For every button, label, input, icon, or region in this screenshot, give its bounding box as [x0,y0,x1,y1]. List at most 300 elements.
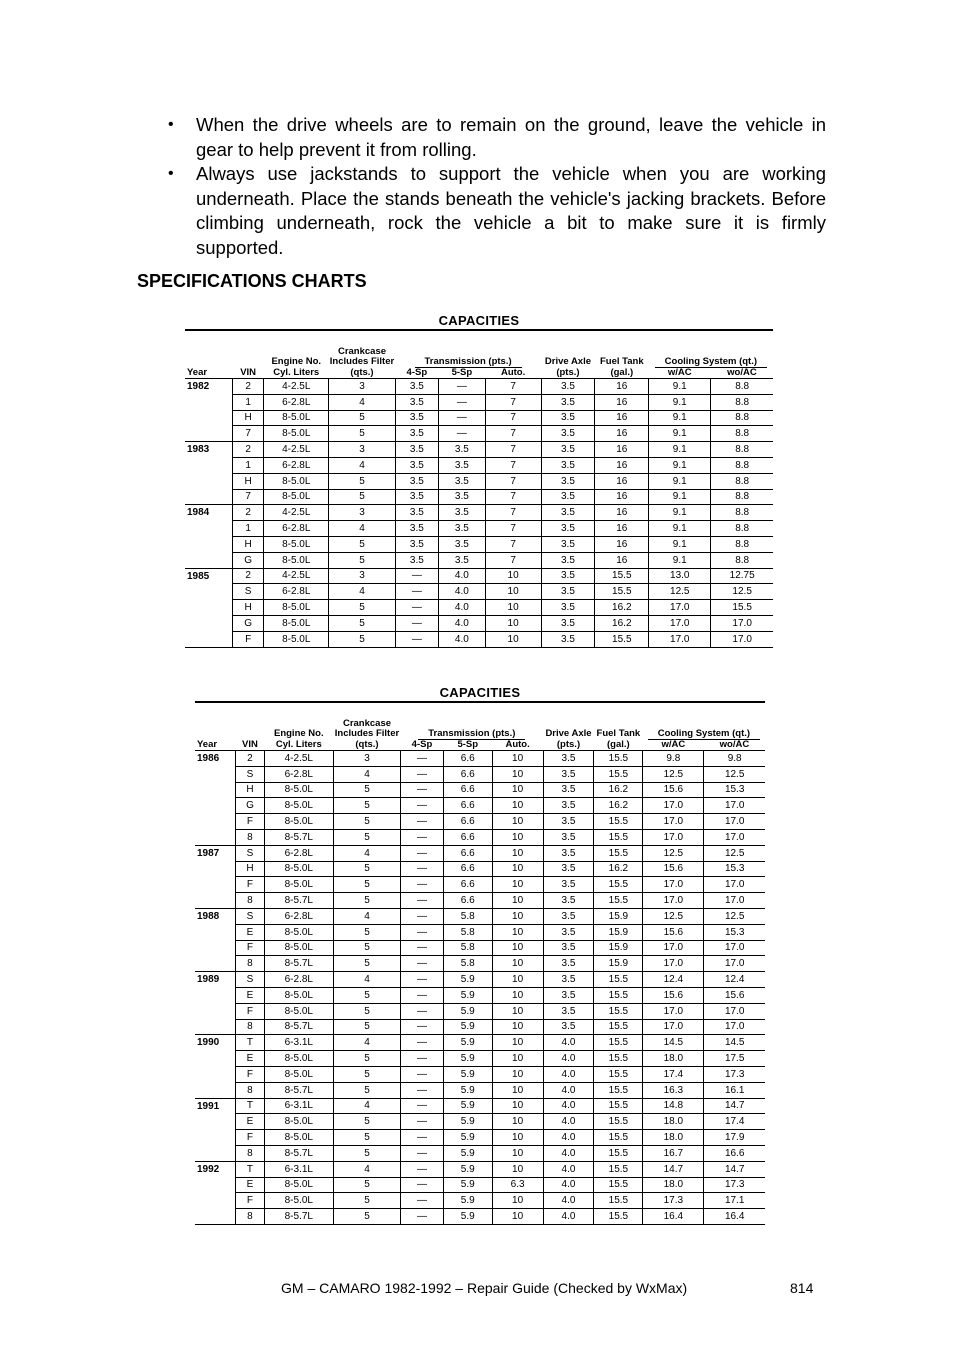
table-cell: 5.9 [443,1035,492,1051]
table-row [195,956,765,972]
table-cell: 9.8 [704,751,765,767]
table-cell: 17.4 [643,1066,704,1082]
table-cell: 15.9 [594,956,643,972]
table-cell: 15.5 [711,600,773,616]
table-cell: 5 [329,426,395,442]
table-cell: 5 [333,814,400,830]
table-cell: 5 [333,940,400,956]
table-cell: 3.5 [395,394,438,410]
header-w-ac: w/AC [649,367,711,379]
header-transmission-text: Transmission (pts.) [418,728,525,740]
table-row [195,1193,765,1209]
table-cell: 4 [333,845,400,861]
table-cell: 3.5 [543,751,594,767]
table-cell: — [401,1114,444,1130]
table-cell: 5 [329,410,395,426]
table-cell: 8 [236,1145,265,1161]
table-cell: 8-5.0L [264,552,329,568]
table-cell: 5 [333,1130,400,1146]
table-cell: 10 [492,1082,543,1098]
table-cell: 5 [329,631,395,647]
table-cell: 9.1 [649,489,711,505]
table-cell: 17.0 [643,798,704,814]
table-cell: 16 [595,552,649,568]
table-cell: — [401,956,444,972]
table-row [185,442,773,458]
table-cell: 5 [333,1051,400,1067]
table-cell: 14.5 [643,1035,704,1051]
header-4sp: 4-Sp [395,367,438,379]
table-cell: 5 [333,1003,400,1019]
table-cell: 7 [485,521,541,537]
table-cell: 6-2.8L [264,457,329,473]
table-cell: 7 [485,552,541,568]
table-cell: 7 [485,473,541,489]
table-cell: 10 [492,861,543,877]
table-cell: 16 [595,489,649,505]
table-row [195,1098,765,1114]
table-cell: — [401,987,444,1003]
table-cell: 4-2.5L [264,568,329,584]
table-cell: 10 [492,1051,543,1067]
table-cell: 5 [329,600,395,616]
table-cell: — [401,766,444,782]
table-cell: 10 [492,751,543,767]
capacities-table-2 [195,685,765,1225]
table-cell: 17.0 [704,814,765,830]
table-row [195,766,765,782]
table-cell: 15.5 [595,584,649,600]
table-cell: 9.1 [649,521,711,537]
table-cell: 8-5.0L [264,426,329,442]
table-cell: 3.5 [541,631,595,647]
table-cell: — [401,1193,444,1209]
table-cell: 2 [233,442,264,458]
table-cell: — [401,798,444,814]
table-cell: 16.7 [643,1145,704,1161]
header-engine-text: Engine No. Cyl. Liters [273,728,324,750]
table-cell: 6-2.8L [264,972,333,988]
header-drive-axle-text: Drive Axle (pts.) [544,356,592,378]
table-cell: 5.9 [443,1098,492,1114]
table-row [195,782,765,798]
table-cell: 8-5.0L [264,536,329,552]
table-cell: 18.0 [643,1051,704,1067]
table-cell: H [233,473,264,489]
table-cell: 6-2.8L [264,908,333,924]
table-cell: 15.5 [594,1035,643,1051]
table-cell: 5 [333,877,400,893]
table-cell: H [233,600,264,616]
table-cell: 8.8 [711,442,773,458]
table-cell: 6.6 [443,798,492,814]
table-cell: 7 [233,489,264,505]
table-cell: 7 [233,426,264,442]
table-cell: 4 [333,908,400,924]
table-cell: 6-2.8L [264,766,333,782]
table-row [185,394,773,410]
table-cell: 4.0 [439,600,486,616]
table-cell: 17.0 [704,1019,765,1035]
table-cell: 3.5 [395,473,438,489]
table-cell: 5.9 [443,1209,492,1225]
table-cell: 3.5 [541,394,595,410]
table-cell: 8.8 [711,536,773,552]
table-cell: 5.9 [443,1161,492,1177]
header-year [185,331,233,379]
table-cell: 3.5 [541,379,595,395]
table-cell: 9.1 [649,457,711,473]
table-cell: — [401,972,444,988]
header-fuel-tank-text: Fuel Tank (gal.) [596,728,641,750]
table-cell: 8-5.7L [264,1145,333,1161]
table-row [195,845,765,861]
year-cell: 1992 [195,1161,236,1224]
table-cell: 8-5.0L [264,489,329,505]
table-cell: 3.5 [541,457,595,473]
table-cell: — [401,1003,444,1019]
table-cell: 15.6 [704,987,765,1003]
table-cell: 6.6 [443,782,492,798]
table-cell: 17.0 [704,956,765,972]
table-row [195,1035,765,1051]
table-cell: 10 [492,1193,543,1209]
table-cell: 5 [333,893,400,909]
header-drive-axle-text: Drive Axle (pts.) [545,728,592,750]
table-cell: 10 [492,845,543,861]
table-cell: 3.5 [439,442,486,458]
table-cell: 4.0 [543,1051,594,1067]
table-cell: 17.0 [643,877,704,893]
table-cell: 1 [233,521,264,537]
table-row [195,814,765,830]
table-cell: 3.5 [439,505,486,521]
year-cell: 1988 [195,908,236,971]
table-cell: — [401,814,444,830]
table-row [195,861,765,877]
header-cooling [643,703,765,739]
table-cell: 18.0 [643,1114,704,1130]
table-cell: S [236,766,265,782]
table-cell: 10 [485,615,541,631]
table-cell: 5 [333,861,400,877]
table-cell: 5 [333,1193,400,1209]
table-cell: 6.6 [443,766,492,782]
table-cell: 16.2 [595,600,649,616]
header-wo-ac: wo/AC [711,367,773,379]
table-cell: 5.9 [443,1145,492,1161]
table-cell: 10 [485,568,541,584]
table-cell: 4 [329,457,395,473]
table-cell: 3.5 [543,893,594,909]
header-transmission-text: Transmission (pts.) [415,356,522,368]
table-cell: 4.0 [543,1209,594,1225]
table-cell: — [401,1145,444,1161]
table-row [185,505,773,521]
table-cell: 8-5.0L [264,473,329,489]
table-cell: 8.8 [711,379,773,395]
table-cell: 16 [595,394,649,410]
table-cell: 8-5.7L [264,956,333,972]
table-row [195,972,765,988]
table-cell: 9.1 [649,379,711,395]
table-cell: 15.5 [594,814,643,830]
table-cell: G [233,552,264,568]
table-cell: 5 [333,782,400,798]
table-cell: 12.5 [649,584,711,600]
table-cell: 17.0 [711,631,773,647]
table-cell: 14.5 [704,1035,765,1051]
table-cell: 5.9 [443,972,492,988]
table-cell: 9.8 [643,751,704,767]
table-cell: 4 [329,584,395,600]
table-cell: 5 [333,829,400,845]
header-auto: Auto. [485,367,541,379]
table-cell: 8-5.0L [264,861,333,877]
table-cell: 8 [236,1082,265,1098]
table-cell: 12.5 [704,766,765,782]
table-cell: S [233,584,264,600]
table-cell: 15.6 [643,987,704,1003]
footer-text: GM – CAMARO 1982-1992 – Repair Guide (Checked by WxMax) [281,1280,688,1296]
table-cell: 16.2 [594,798,643,814]
table-cell: 15.5 [595,568,649,584]
table-cell: 10 [492,1003,543,1019]
table-cell: 15.5 [594,829,643,845]
table-cell: 16 [595,379,649,395]
table-cell: 8.8 [711,521,773,537]
table-cell: 6.6 [443,751,492,767]
table-row [185,457,773,473]
table-cell: 17.0 [704,877,765,893]
table-cell: 17.3 [704,1177,765,1193]
table-cell: 10 [492,987,543,1003]
table-cell: 3 [329,568,395,584]
table-cell: 8-5.0L [264,940,333,956]
table-cell: 3.5 [543,814,594,830]
table-row [195,751,765,767]
table-cell: 10 [485,600,541,616]
table-cell: E [236,987,265,1003]
page-number: 814 [790,1280,814,1296]
table-cell: 15.5 [594,1066,643,1082]
table-cell: 3.5 [395,521,438,537]
header-crankcase [329,331,395,379]
table-cell: — [439,410,486,426]
table-cell: 5.8 [443,940,492,956]
header-fuel-tank [594,703,643,751]
header-year [195,703,236,751]
table-cell: 3 [329,379,395,395]
table-cell: 14.7 [643,1161,704,1177]
table-cell: 3.5 [543,972,594,988]
table-cell: 10 [492,940,543,956]
capacities-table-1 [185,313,773,648]
header-5sp: 5-Sp [443,739,492,751]
table-cell: 3.5 [543,1003,594,1019]
table-cell: 12.4 [704,972,765,988]
table-cell: 3.5 [543,861,594,877]
table-cell: 10 [492,798,543,814]
table-cell: — [401,1082,444,1098]
table-cell: 3.5 [543,766,594,782]
table-cell: 7 [485,489,541,505]
table-row [195,1114,765,1130]
table-cell: 6-3.1L [264,1161,333,1177]
table-cell: — [395,584,438,600]
table-cell: 3.5 [541,600,595,616]
table-cell: 12.5 [704,845,765,861]
table-cell: 7 [485,410,541,426]
table-cell: 1 [233,457,264,473]
table-cell: 2 [236,751,265,767]
table-cell: 3.5 [541,552,595,568]
table-cell: F [236,1066,265,1082]
table-row [185,473,773,489]
table-cell: 4.0 [543,1130,594,1146]
table-cell: 15.5 [594,1130,643,1146]
table-cell: 17.4 [704,1114,765,1130]
table-cell: 6.6 [443,829,492,845]
table-cell: — [395,631,438,647]
table-cell: 5 [333,1177,400,1193]
table-cell: 8-5.0L [264,1193,333,1209]
table-cell: E [236,1114,265,1130]
table-cell: 4 [333,1098,400,1114]
table-cell: 6-2.8L [264,394,329,410]
table-cell: 17.0 [643,893,704,909]
table-cell: 8-5.7L [264,1209,333,1225]
table-cell: 7 [485,457,541,473]
table-cell: 17.0 [704,829,765,845]
table-cell: 3.5 [543,798,594,814]
table-cell: 14.7 [704,1098,765,1114]
bullet-text: Always use jackstands to support the vehicle when you are working underneath. Place the stands beneath the vehicle's jacking brackets. Before climbing underneath, rock the vehicle a bit to make sure it is firmly supported. [196,163,826,258]
table-cell: 3.5 [543,782,594,798]
table-cell: 10 [492,1035,543,1051]
table-cell: 15.5 [594,1098,643,1114]
table-cell: 17.3 [643,1193,704,1209]
table-cell: 4.0 [543,1193,594,1209]
table-row [195,1003,765,1019]
table-row [195,940,765,956]
table-cell: 15.5 [594,1003,643,1019]
table-cell: 10 [492,956,543,972]
table-cell: H [236,782,265,798]
table-cell: 8.8 [711,505,773,521]
header-crankcase-text: Crankcase Includes Filter (qts.) [329,345,395,378]
table-cell: 4.0 [439,631,486,647]
table-cell: 4 [329,521,395,537]
table-cell: F [236,814,265,830]
table-row [195,877,765,893]
table-cell: 8-5.0L [264,410,329,426]
table-cell: 5 [329,615,395,631]
year-cell: 1990 [195,1035,236,1098]
table-cell: 3.5 [395,442,438,458]
header-fuel-tank-text: Fuel Tank (gal.) [599,356,644,378]
table-cell: 12.5 [643,766,704,782]
table-cell: 5 [333,1114,400,1130]
table-cell: 14.8 [643,1098,704,1114]
table-cell: 15.5 [595,631,649,647]
table-cell: 3.5 [543,924,594,940]
table-row [185,410,773,426]
year-cell: 1982 [185,379,233,442]
table-cell: — [439,394,486,410]
year-cell: 1983 [185,442,233,505]
table-cell: 3 [329,505,395,521]
table-cell: 5 [333,1019,400,1035]
table-cell: 17.0 [649,600,711,616]
table-cell: 17.0 [643,1019,704,1035]
table-cell: — [401,1130,444,1146]
table-cell: 4 [329,394,395,410]
table-cell: 8-5.0L [264,782,333,798]
table-cell: F [236,1130,265,1146]
table-cell: 17.0 [643,829,704,845]
table-cell: 8-5.7L [264,1019,333,1035]
header-engine [264,703,333,751]
table-cell: 5 [329,473,395,489]
table-cell: 4.0 [543,1082,594,1098]
table-cell: 8-5.7L [264,829,333,845]
table-cell: E [236,924,265,940]
table-cell: 10 [492,782,543,798]
table-cell: 3.5 [541,568,595,584]
table-cell: 17.1 [704,1193,765,1209]
table-cell: 10 [492,877,543,893]
table-cell: 5.9 [443,1019,492,1035]
table-cell: G [233,615,264,631]
table-cell: 16 [595,521,649,537]
table-cell: 5.8 [443,924,492,940]
table-row [195,829,765,845]
table-row [185,615,773,631]
table-cell: 15.5 [594,845,643,861]
table-cell: 18.0 [643,1177,704,1193]
table-cell: — [401,1019,444,1035]
table-cell: 4.0 [543,1114,594,1130]
table-cell: 10 [492,1130,543,1146]
table-cell: 3.5 [541,442,595,458]
table-cell: 6.6 [443,861,492,877]
header-cooling-text: Cooling System (qt.) [648,728,760,740]
table-row [195,1145,765,1161]
table-cell: 17.0 [704,1003,765,1019]
table-cell: 8 [236,1209,265,1225]
table-cell: 4 [333,1035,400,1051]
table-cell: 2 [233,568,264,584]
table-cell: 17.3 [704,1066,765,1082]
header-transmission [395,331,541,367]
header-cooling [649,331,773,367]
table-cell: 10 [492,1161,543,1177]
table-cell: 4 [333,972,400,988]
table-cell: 5 [333,956,400,972]
table-cell: 8-5.0L [264,1003,333,1019]
table-cell: 17.0 [704,940,765,956]
bullet-list [166,113,826,260]
bullet-item [166,113,826,162]
table-cell: 15.5 [594,1019,643,1035]
table-cell: 6-3.1L [264,1098,333,1114]
table-cell: 16 [595,536,649,552]
table-cell: E [236,1051,265,1067]
table-cell: 8.8 [711,473,773,489]
table-row [195,924,765,940]
header-wo-ac: wo/AC [704,739,765,751]
